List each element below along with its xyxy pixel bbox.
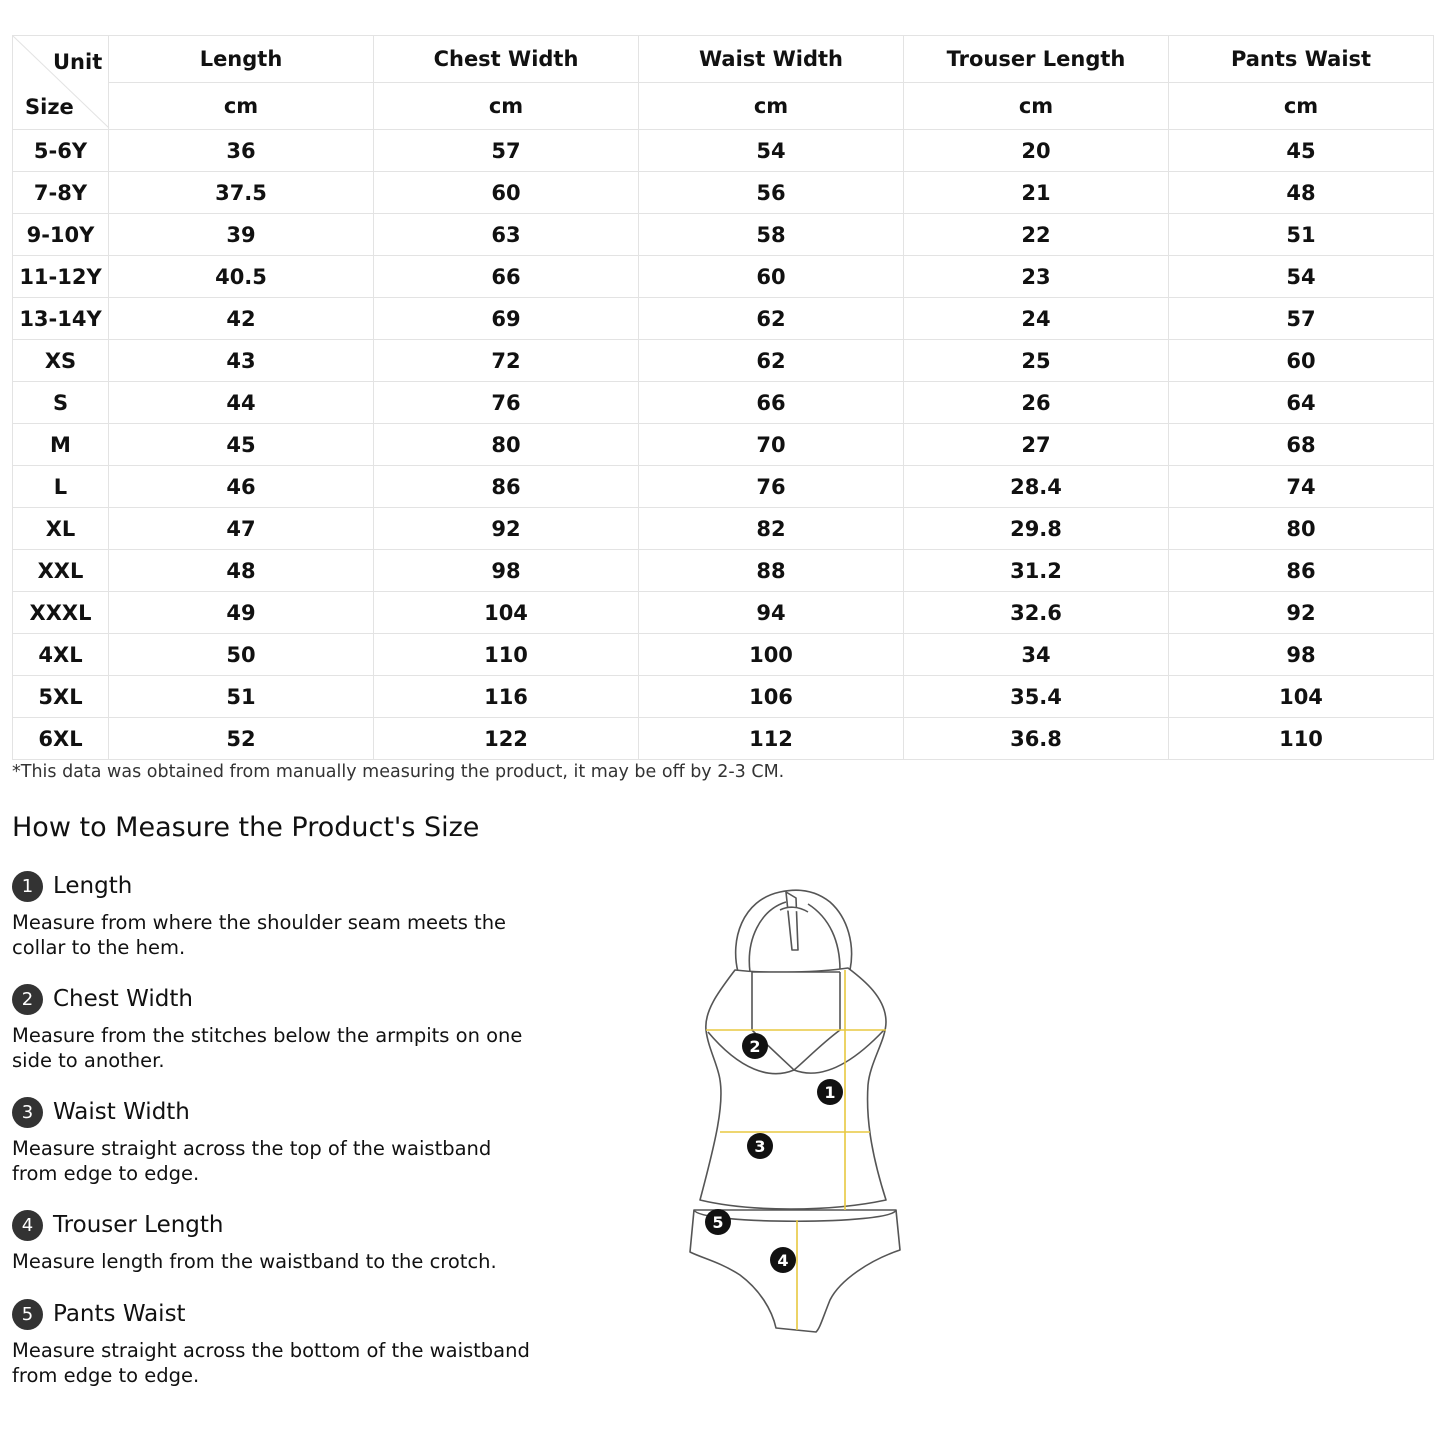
step-number-badge: 4 — [12, 1210, 43, 1241]
size-label-cell: 7-8Y — [13, 172, 109, 214]
corner-unit-label: Unit — [53, 50, 103, 74]
measurement-cell: 44 — [109, 382, 374, 424]
table-row — [13, 130, 1434, 172]
measurement-cell: 94 — [639, 592, 904, 634]
size-label-cell: 13-14Y — [13, 298, 109, 340]
measurement-cell: 47 — [109, 508, 374, 550]
table-row — [13, 550, 1434, 592]
size-label-cell: 9-10Y — [13, 214, 109, 256]
size-label-cell: XS — [13, 340, 109, 382]
table-row — [13, 382, 1434, 424]
measurement-cell: 63 — [374, 214, 639, 256]
size-label-cell: 5-6Y — [13, 130, 109, 172]
measurement-cell: 34 — [904, 634, 1169, 676]
size-label-cell: M — [13, 424, 109, 466]
unit-cell: cm — [109, 83, 374, 130]
header-trouser-length: Trouser Length — [904, 36, 1169, 83]
measurement-cell: 69 — [374, 298, 639, 340]
size-label-cell: XXL — [13, 550, 109, 592]
table-row — [13, 340, 1434, 382]
corner-size-label: Size — [25, 94, 74, 119]
marker-4 — [770, 1247, 796, 1273]
measurement-cell: 62 — [639, 298, 904, 340]
table-row — [13, 718, 1434, 760]
measurement-cell: 25 — [904, 340, 1169, 382]
size-label-cell: 11-12Y — [13, 256, 109, 298]
size-label-cell: XXXL — [13, 592, 109, 634]
howto-item-description: Measure from where the shoulder seam meets the collar to the hem. — [12, 911, 507, 959]
measurement-cell: 86 — [374, 466, 639, 508]
header-chest-width: Chest Width — [374, 36, 639, 83]
unit-cell: cm — [1169, 83, 1434, 130]
measurement-cell: 66 — [374, 256, 639, 298]
measurement-cell: 92 — [374, 508, 639, 550]
halter-tie — [786, 892, 798, 950]
size-label-cell: L — [13, 466, 109, 508]
unit-cell: cm — [374, 83, 639, 130]
marker-2 — [742, 1033, 768, 1059]
measurement-cell: 76 — [374, 382, 639, 424]
measurement-cell: 104 — [1169, 676, 1434, 718]
size-label-cell: XL — [13, 508, 109, 550]
measurement-cell: 92 — [1169, 592, 1434, 634]
svg-text:5: 5 — [712, 1213, 724, 1232]
table-row — [13, 256, 1434, 298]
measurement-cell: 86 — [1169, 550, 1434, 592]
measurement-cell: 60 — [1169, 340, 1434, 382]
measurement-cell: 66 — [639, 382, 904, 424]
measurement-cell: 51 — [109, 676, 374, 718]
measurement-cell: 48 — [1169, 172, 1434, 214]
marker-3 — [747, 1133, 773, 1159]
howto-item-description: Measure from the stitches below the armpits on one side to another. — [12, 1024, 523, 1072]
measurement-cell: 46 — [109, 466, 374, 508]
measurement-cell: 122 — [374, 718, 639, 760]
measurement-cell: 88 — [639, 550, 904, 592]
measurement-cell: 98 — [1169, 634, 1434, 676]
measurement-cell: 52 — [109, 718, 374, 760]
measurement-cell: 28.4 — [904, 466, 1169, 508]
measurement-cell: 80 — [1169, 508, 1434, 550]
howto-item-title: Trouser Length — [53, 1212, 224, 1238]
measurement-cell: 45 — [1169, 130, 1434, 172]
measurement-cell: 100 — [639, 634, 904, 676]
measurement-cell: 62 — [639, 340, 904, 382]
step-number-badge: 3 — [12, 1097, 43, 1128]
table-row — [13, 634, 1434, 676]
measurement-cell: 49 — [109, 592, 374, 634]
table-row — [13, 676, 1434, 718]
measurement-cell: 23 — [904, 256, 1169, 298]
measurement-cell: 57 — [374, 130, 639, 172]
measurement-cell: 70 — [639, 424, 904, 466]
howto-item-title: Waist Width — [53, 1099, 190, 1125]
unit-row — [13, 83, 1434, 130]
measurement-cell: 57 — [1169, 298, 1434, 340]
step-number-badge: 5 — [12, 1299, 43, 1330]
measurement-cell: 110 — [1169, 718, 1434, 760]
corner-cell-size — [13, 83, 109, 130]
measurement-cell: 36.8 — [904, 718, 1169, 760]
table-row — [13, 172, 1434, 214]
howto-item-title: Length — [53, 873, 133, 899]
measurement-cell: 48 — [109, 550, 374, 592]
measurement-cell: 43 — [109, 340, 374, 382]
measurement-cell: 68 — [1169, 424, 1434, 466]
measurement-cell: 60 — [374, 172, 639, 214]
measurement-cell: 110 — [374, 634, 639, 676]
size-label-cell: 6XL — [13, 718, 109, 760]
measurement-cell: 54 — [1169, 256, 1434, 298]
measurement-cell: 60 — [639, 256, 904, 298]
measurement-cell: 20 — [904, 130, 1169, 172]
howto-item-pants-waist — [12, 1298, 532, 1388]
howto-item-description: Measure length from the waistband to the crotch. — [12, 1250, 497, 1273]
measurement-cell: 74 — [1169, 466, 1434, 508]
measurement-cell: 39 — [109, 214, 374, 256]
size-chart-table — [12, 35, 1434, 760]
size-label-cell: S — [13, 382, 109, 424]
step-number-badge: 2 — [12, 984, 43, 1015]
measurement-cell: 29.8 — [904, 508, 1169, 550]
measurement-cell: 58 — [639, 214, 904, 256]
howto-item-description: Measure straight across the top of the waistband from edge to edge. — [12, 1137, 492, 1185]
measurement-cell: 26 — [904, 382, 1169, 424]
howto-item-title: Chest Width — [53, 986, 193, 1012]
measurement-cell: 56 — [639, 172, 904, 214]
measurement-cell: 54 — [639, 130, 904, 172]
measurement-cell: 40.5 — [109, 256, 374, 298]
measurement-cell: 104 — [374, 592, 639, 634]
howto-item-trouser-length — [12, 1209, 532, 1274]
measurement-cell: 37.5 — [109, 172, 374, 214]
table-row — [13, 424, 1434, 466]
measurement-cell: 22 — [904, 214, 1169, 256]
table-row — [13, 592, 1434, 634]
measurement-note: *This data was obtained from manually measuring the product, it may be off by 2-3 CM. — [12, 762, 785, 782]
measurement-cell: 106 — [639, 676, 904, 718]
swimsuit-measurement-diagram — [680, 880, 910, 1340]
measurement-cell: 35.4 — [904, 676, 1169, 718]
header-waist-width: Waist Width — [639, 36, 904, 83]
svg-text:4: 4 — [777, 1251, 789, 1270]
header-length: Length — [109, 36, 374, 83]
howto-item-waist-width — [12, 1096, 532, 1186]
howto-item-chest-width — [12, 983, 532, 1073]
svg-text:3: 3 — [754, 1137, 766, 1156]
marker-5 — [705, 1209, 731, 1235]
howto-item-title: Pants Waist — [53, 1301, 186, 1327]
table-row — [13, 214, 1434, 256]
step-number-badge: 1 — [12, 871, 43, 902]
measurement-cell: 31.2 — [904, 550, 1169, 592]
measurement-cell: 42 — [109, 298, 374, 340]
measurement-cell: 24 — [904, 298, 1169, 340]
unit-cell: cm — [904, 83, 1169, 130]
measurement-cell: 51 — [1169, 214, 1434, 256]
measurement-cell: 112 — [639, 718, 904, 760]
svg-text:1: 1 — [824, 1083, 836, 1102]
table-row — [13, 466, 1434, 508]
measurement-cell: 116 — [374, 676, 639, 718]
measurement-cell: 36 — [109, 130, 374, 172]
svg-text:2: 2 — [749, 1037, 761, 1056]
size-label-cell: 4XL — [13, 634, 109, 676]
measurement-cell: 98 — [374, 550, 639, 592]
unit-cell: cm — [639, 83, 904, 130]
howto-item-length — [12, 870, 532, 960]
howto-item-description: Measure straight across the bottom of the waistband from edge to edge. — [12, 1339, 530, 1387]
measurement-cell: 82 — [639, 508, 904, 550]
measurement-cell: 45 — [109, 424, 374, 466]
measurement-cell: 80 — [374, 424, 639, 466]
marker-1 — [817, 1079, 843, 1105]
corner-cell — [13, 36, 109, 83]
measurement-cell: 64 — [1169, 382, 1434, 424]
table-row — [13, 298, 1434, 340]
measurement-cell: 50 — [109, 634, 374, 676]
measurement-cell: 72 — [374, 340, 639, 382]
size-label-cell: 5XL — [13, 676, 109, 718]
howto-title: How to Measure the Product's Size — [12, 812, 480, 843]
measurement-cell: 76 — [639, 466, 904, 508]
table-row — [13, 508, 1434, 550]
header-row — [13, 36, 1434, 83]
header-pants-waist: Pants Waist — [1169, 36, 1434, 83]
measurement-cell: 32.6 — [904, 592, 1169, 634]
measurement-cell: 27 — [904, 424, 1169, 466]
measurement-cell: 21 — [904, 172, 1169, 214]
